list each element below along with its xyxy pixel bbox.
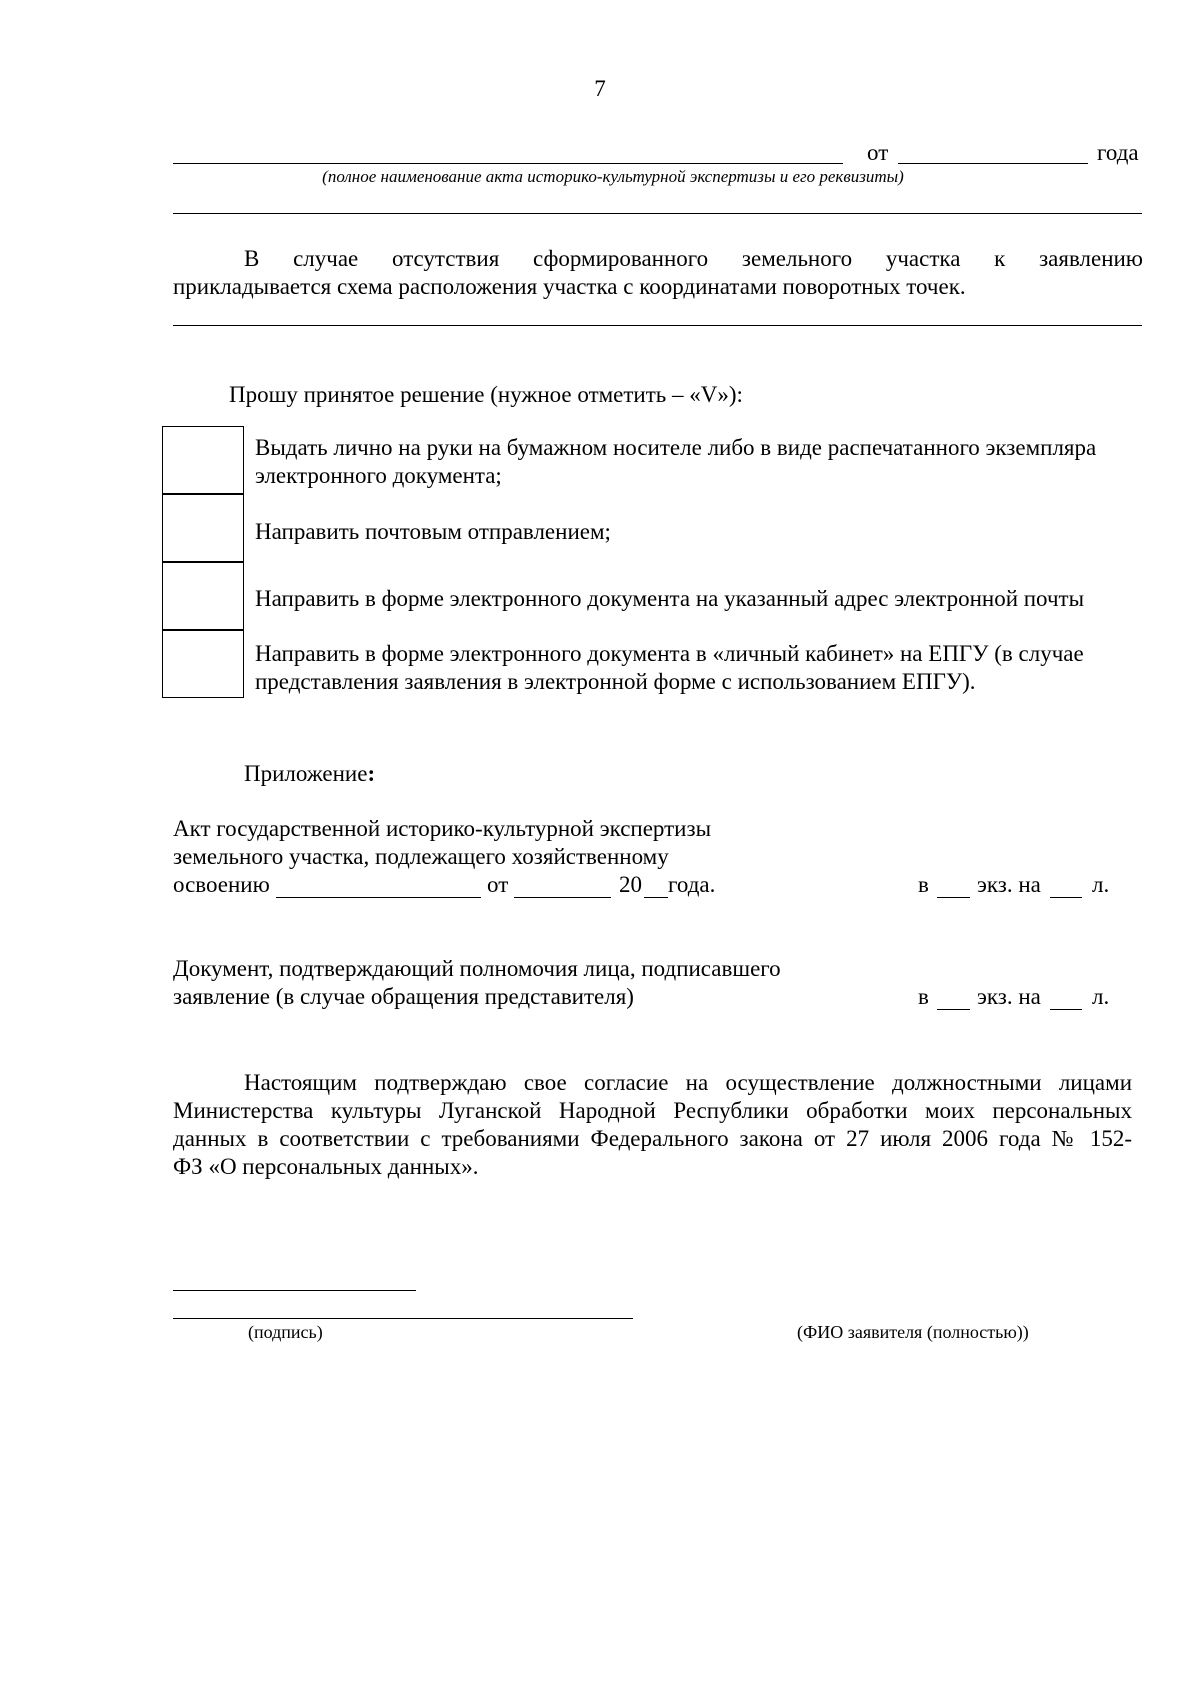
attachment1-from-label: от — [487, 872, 509, 897]
attachment1-copies-ekz: экз. на — [977, 872, 1041, 897]
consent-line1: Настоящим подтверждаю свое согласие на осуществление должностными лицами — [244, 1070, 1132, 1095]
attachment1-date-field[interactable] — [514, 897, 611, 898]
attachment2-copies-l: л. — [1092, 984, 1110, 1009]
consent-line2: Министерства культуры Луганской Народной Республики обработки моих персональных — [173, 1098, 1132, 1123]
attachment2-copies-ekz: экз. на — [977, 984, 1041, 1009]
page-number: 7 — [594, 76, 606, 101]
consent-line3: данных в соответствии с требованиями Федерального закона от 27 июля 2006 года № 152- — [173, 1126, 1132, 1151]
checkbox-hand-delivery[interactable] — [162, 426, 244, 494]
checkbox-postal[interactable] — [162, 494, 244, 562]
option-hand-delivery-line1: Выдать лично на руки на бумажном носителе либо в виде распечатанного экземпляра — [255, 435, 1097, 460]
fio-caption: (ФИО заявителя (полностью)) — [797, 1322, 1029, 1342]
act-name-caption: (полное наименование акта историко-культурной экспертизы и его реквизиты) — [322, 167, 904, 186]
attachment1-copies-in: в — [918, 872, 929, 897]
attachments-heading — [244, 760, 375, 788]
attachment2-copies-in: в — [918, 984, 929, 1009]
signature-caption: (подпись) — [248, 1322, 323, 1342]
attachment1-copies-field[interactable] — [937, 897, 970, 898]
option-epgu-line1: Направить в форме электронного документа в «личный кабинет» на ЕПГУ (в случае — [255, 641, 1084, 666]
attachment2-line2: заявление (в случае обращения представителя) — [173, 984, 634, 1009]
plot-note-field[interactable] — [173, 325, 1142, 326]
consent-line4: ФЗ «О персональных данных». — [173, 1154, 479, 1179]
option-epgu-line2: представления заявления в электронной форме с использованием ЕПГУ). — [255, 669, 976, 694]
act-name-continuation-field[interactable] — [173, 213, 1142, 214]
act-date-field[interactable] — [898, 163, 1088, 164]
option-postal-label: Направить почтовым отправлением; — [255, 519, 611, 544]
plot-note-line1: В случае отсутствия сформированного земельного участка к заявлению — [244, 246, 1143, 271]
attachments-heading-colon: : — [367, 761, 376, 786]
attachment1-year-prefix: 20 — [619, 872, 642, 897]
attachment2-sheets-field[interactable] — [1050, 1009, 1082, 1010]
attachment1-line1: Акт государственной историко-культурной экспертизы — [173, 816, 712, 841]
attachments-heading-text: Приложение — [244, 761, 368, 786]
attachment1-line3-label: освоению — [173, 872, 270, 897]
checkbox-email[interactable] — [162, 562, 244, 630]
act-name-field[interactable] — [173, 163, 843, 164]
option-hand-delivery-line2: электронного документа; — [255, 463, 502, 488]
signature-short-field[interactable] — [173, 1290, 416, 1291]
attachment2-line1: Документ, подтверждающий полномочия лица, подписавшего — [173, 956, 781, 981]
from-label: от — [867, 140, 889, 165]
year-label: года — [1097, 140, 1139, 165]
plot-note-line2: прикладывается схема расположения участка с координатами поворотных точек. — [173, 274, 966, 299]
attachment1-copies-l: л. — [1092, 872, 1110, 897]
option-email-label: Направить в форме электронного документа на указанный адрес электронной почты — [255, 586, 1085, 611]
signature-field[interactable] — [173, 1318, 633, 1319]
checkbox-epgu[interactable] — [162, 630, 244, 698]
attachment2-copies-field[interactable] — [937, 1009, 970, 1010]
attachment1-year-field[interactable] — [644, 897, 668, 898]
attachment1-line2: земельного участка, подлежащего хозяйственному — [173, 844, 669, 869]
attachment1-year-suffix: года. — [668, 872, 716, 897]
decision-prompt: Прошу принятое решение (нужное отметить – «V»): — [229, 382, 743, 407]
attachment1-name-field[interactable] — [276, 897, 481, 898]
attachment1-sheets-field[interactable] — [1050, 897, 1082, 898]
